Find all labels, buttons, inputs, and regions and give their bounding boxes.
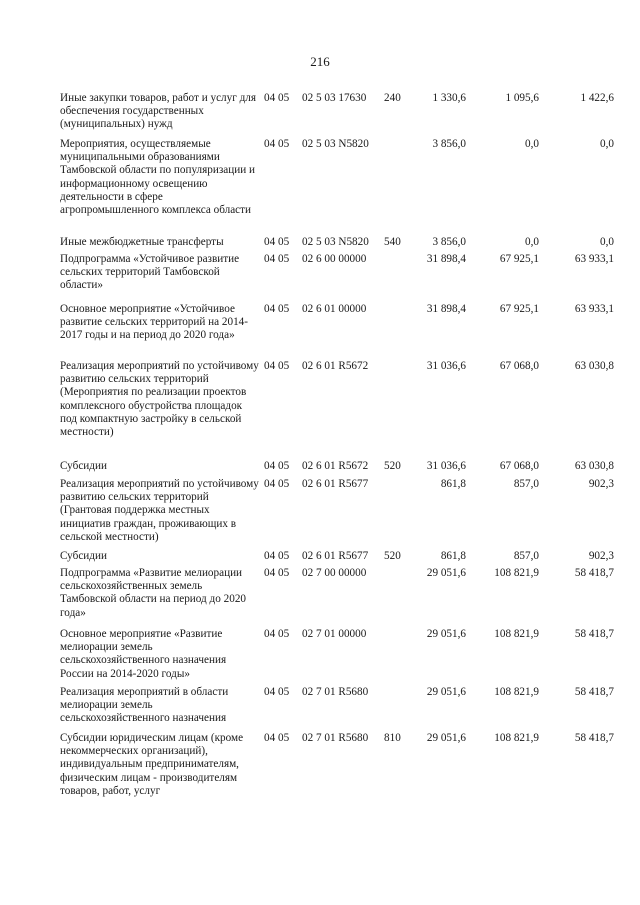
amount-year-2: 108 821,9 — [494, 732, 539, 744]
section-code: 04 05 — [264, 236, 290, 248]
row-name: Мероприятия, осуществляемые муниципальными образованиями Тамбовской области по популяризации и информационному освещению деятельности в сфере агропромышленного комплекса области — [60, 138, 255, 217]
section-code: 04 05 — [264, 567, 290, 579]
amount-year-1: 3 856,0 — [432, 236, 466, 248]
amount-year-1: 861,8 — [440, 478, 466, 490]
row-name: Реализация мероприятий по устойчивому развитию сельских территорий (Грантовая поддержка местных инициатив граждан, проживающих в сельской местности) — [60, 478, 259, 543]
section-code: 04 05 — [264, 686, 290, 698]
amount-year-2: 67 925,1 — [499, 253, 539, 265]
amount-year-2: 108 821,9 — [494, 686, 539, 698]
amount-year-3: 58 418,7 — [574, 628, 614, 640]
expense-type: 520 — [384, 460, 401, 472]
amount-year-1: 31 898,4 — [426, 253, 466, 265]
amount-year-3: 902,3 — [588, 478, 614, 490]
amount-year-2: 67 925,1 — [499, 303, 539, 315]
amount-year-1: 29 051,6 — [426, 732, 466, 744]
page-number: 216 — [310, 54, 330, 69]
target-code: 02 5 03 N5820 — [302, 236, 369, 248]
section-code: 04 05 — [264, 360, 290, 372]
row-name: Реализация мероприятий по устойчивому развитию сельских территорий (Мероприятия по реализации проектов комплексного обустройства площадок под компактную застройку в сельской местности) — [60, 360, 259, 439]
amount-year-3: 58 418,7 — [574, 686, 614, 698]
section-code: 04 05 — [264, 303, 290, 315]
row-name: Подпрограмма «Устойчивое развитие сельских территорий Тамбовской области» — [60, 253, 240, 292]
amount-year-1: 861,8 — [440, 550, 466, 562]
amount-year-2: 67 068,0 — [499, 360, 539, 372]
amount-year-3: 63 030,8 — [574, 460, 614, 472]
amount-year-2: 857,0 — [513, 550, 539, 562]
row-name: Субсидии — [60, 460, 107, 472]
row-name: Основное мероприятие «Устойчивое развитие сельских территорий на 2014-2017 годы и на период до 2020 года» — [60, 303, 248, 342]
row-name: Иные закупки товаров, работ и услуг для обеспечения государственных (муниципальных) нужд — [60, 92, 257, 131]
amount-year-2: 0,0 — [525, 138, 539, 150]
target-code: 02 7 01 00000 — [302, 628, 367, 640]
amount-year-3: 63 933,1 — [574, 303, 614, 315]
amount-year-1: 31 898,4 — [426, 303, 466, 315]
amount-year-1: 3 856,0 — [432, 138, 466, 150]
section-code: 04 05 — [264, 460, 290, 472]
section-code: 04 05 — [264, 138, 290, 150]
amount-year-1: 29 051,6 — [426, 686, 466, 698]
section-code: 04 05 — [264, 550, 290, 562]
section-code: 04 05 — [264, 732, 290, 744]
expense-type: 520 — [384, 550, 401, 562]
section-code: 04 05 — [264, 92, 290, 104]
amount-year-2: 1 095,6 — [505, 92, 539, 104]
target-code: 02 5 03 17630 — [302, 92, 367, 104]
row-name: Реализация мероприятий в области мелиорации земель сельскохозяйственного назначения — [60, 686, 229, 725]
target-code: 02 6 01 00000 — [302, 303, 367, 315]
target-code: 02 7 00 00000 — [302, 567, 367, 579]
row-name: Субсидии юридическим лицам (кроме некоммерческих организаций), индивидуальным предпринимателям, физическим лицам - производителям товаров, работ, услуг — [60, 732, 244, 797]
target-code: 02 6 01 R5672 — [302, 360, 369, 372]
amount-year-3: 63 030,8 — [574, 360, 614, 372]
amount-year-3: 902,3 — [588, 550, 614, 562]
amount-year-1: 31 036,6 — [426, 360, 466, 372]
row-name: Подпрограмма «Развитие мелиорации сельскохозяйственных земель Тамбовской области на период до 2020 года» — [60, 567, 247, 619]
amount-year-3: 1 422,6 — [580, 92, 614, 104]
amount-year-2: 67 068,0 — [499, 460, 539, 472]
expense-type: 810 — [384, 732, 401, 744]
amount-year-3: 63 933,1 — [574, 253, 614, 265]
amount-year-3: 58 418,7 — [574, 567, 614, 579]
amount-year-1: 29 051,6 — [426, 628, 466, 640]
section-code: 04 05 — [264, 628, 290, 640]
amount-year-3: 0,0 — [600, 138, 614, 150]
row-name: Основное мероприятие «Развитие мелиорации земель сельскохозяйственного назначения России на 2014-2020 годы» — [60, 628, 227, 680]
target-code: 02 6 01 R5677 — [302, 478, 369, 490]
target-code: 02 7 01 R5680 — [302, 732, 369, 744]
target-code: 02 5 03 N5820 — [302, 138, 369, 150]
target-code: 02 6 01 R5677 — [302, 550, 369, 562]
amount-year-2: 108 821,9 — [494, 567, 539, 579]
target-code: 02 6 00 00000 — [302, 253, 367, 265]
row-name: Субсидии — [60, 550, 107, 562]
target-code: 02 6 01 R5672 — [302, 460, 369, 472]
amount-year-1: 1 330,6 — [432, 92, 466, 104]
amount-year-2: 857,0 — [513, 478, 539, 490]
amount-year-2: 0,0 — [525, 236, 539, 248]
row-name: Иные межбюджетные трансферты — [60, 236, 224, 248]
section-code: 04 05 — [264, 478, 290, 490]
amount-year-3: 58 418,7 — [574, 732, 614, 744]
amount-year-1: 31 036,6 — [426, 460, 466, 472]
amount-year-3: 0,0 — [600, 236, 614, 248]
expense-type: 240 — [384, 92, 401, 104]
amount-year-1: 29 051,6 — [426, 567, 466, 579]
expense-type: 540 — [384, 236, 401, 248]
amount-year-2: 108 821,9 — [494, 628, 539, 640]
section-code: 04 05 — [264, 253, 290, 265]
target-code: 02 7 01 R5680 — [302, 686, 369, 698]
